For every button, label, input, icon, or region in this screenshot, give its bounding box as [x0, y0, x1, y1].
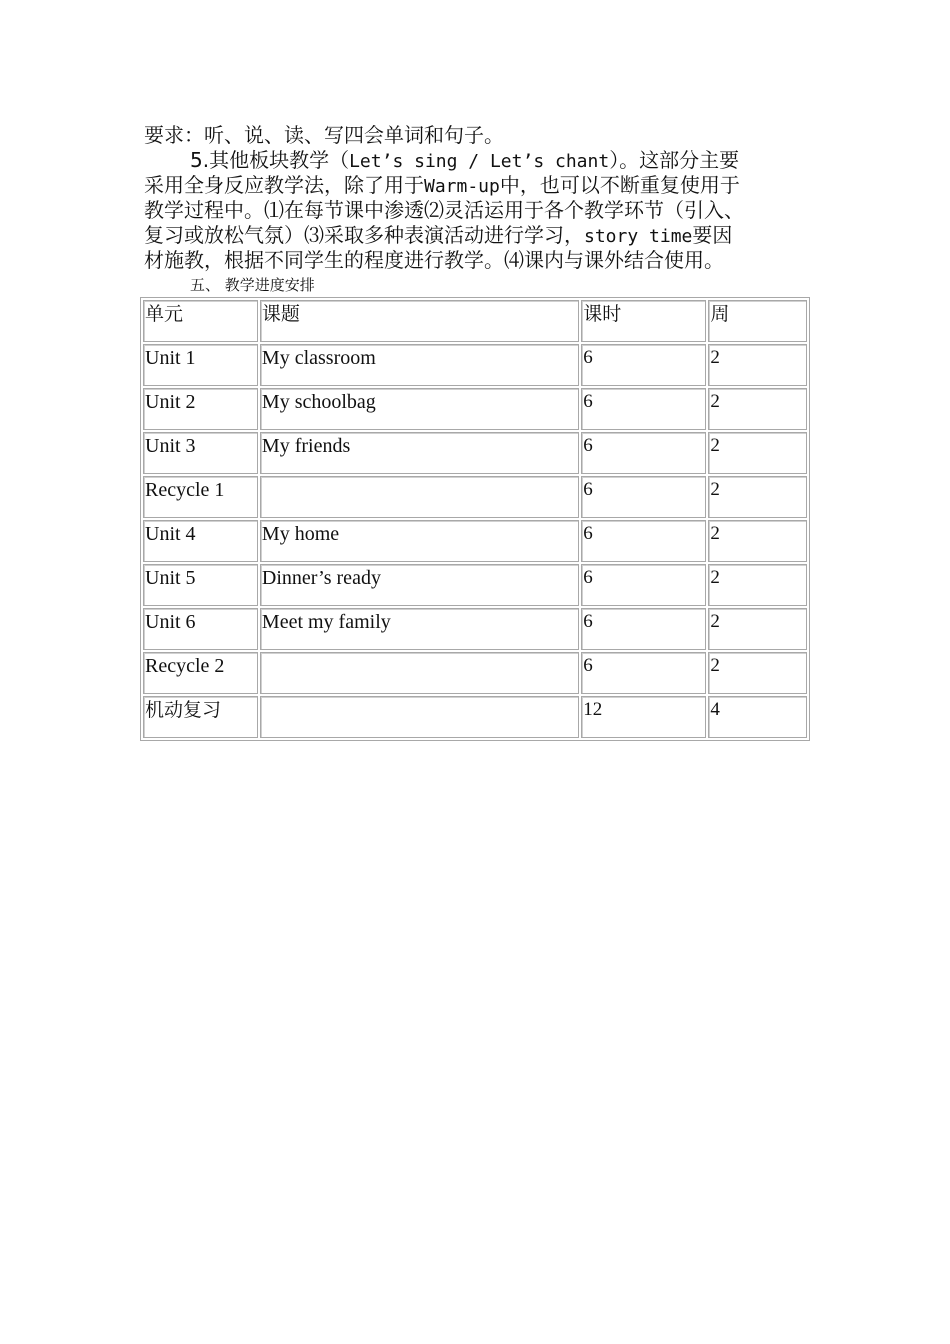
- cell-topic: [260, 476, 579, 518]
- item5-line-5: [144, 248, 824, 273]
- table-row: [143, 476, 807, 518]
- cell-hours: 6: [581, 652, 706, 694]
- table-row: [143, 696, 807, 738]
- cell-hours: 12: [581, 696, 706, 738]
- table-row: [143, 608, 807, 650]
- cell-topic: My schoolbag: [260, 388, 579, 430]
- cell-weeks: 2: [708, 388, 807, 430]
- cell-hours: 6: [581, 564, 706, 606]
- cell-unit: Unit 1: [143, 344, 258, 386]
- table-row: [143, 652, 807, 694]
- section-heading: 五、 教学进度安排: [190, 276, 315, 294]
- cell-weeks: 4: [708, 696, 807, 738]
- cell-unit: Unit 6: [143, 608, 258, 650]
- item5-text-a: 5.其他板块教学（: [190, 148, 350, 172]
- item5-line2-c: 中，也可以不断重复使用于: [499, 173, 740, 197]
- cell-unit: Recycle 1: [143, 476, 258, 518]
- header-hours: 课时: [581, 300, 706, 342]
- cell-hours: 6: [581, 608, 706, 650]
- table-row: [143, 432, 807, 474]
- cell-topic: Meet my family: [260, 608, 579, 650]
- table-row: [143, 388, 807, 430]
- cell-topic: Dinner’s ready: [260, 564, 579, 606]
- item5-line4-a: 复习或放松气氛）⑶采取多种表演活动进行学习，: [144, 223, 584, 247]
- item5-text-b: Let’s sing / Let’s chant: [349, 151, 610, 172]
- cell-hours: 6: [581, 388, 706, 430]
- cell-hours: 6: [581, 432, 706, 474]
- cell-weeks: 2: [708, 652, 807, 694]
- item5-line-4: [144, 223, 824, 249]
- item5-line3-text: 教学过程中。⑴在每节课中渗透⑵灵活运用于各个教学环节（引入、: [144, 198, 744, 222]
- cell-hours: 6: [581, 476, 706, 518]
- cell-unit: Unit 5: [143, 564, 258, 606]
- requirement-text: 要求：听、说、读、写四会单词和句子。: [144, 123, 504, 147]
- item5-line4-b: story time: [584, 226, 693, 247]
- cell-unit: 机动复习: [143, 696, 258, 738]
- cell-topic: My classroom: [260, 344, 579, 386]
- cell-weeks: 2: [708, 344, 807, 386]
- item5-line5-text: 材施教，根据不同学生的程度进行教学。⑷课内与课外结合使用。: [144, 248, 724, 272]
- cell-weeks: 2: [708, 564, 807, 606]
- requirement-line: [144, 123, 824, 148]
- item5-line2-a: 采用全身反应教学法，除了用于: [144, 173, 424, 197]
- cell-unit: Unit 4: [143, 520, 258, 562]
- cell-topic: My friends: [260, 432, 579, 474]
- table-row: [143, 564, 807, 606]
- cell-topic: [260, 696, 579, 738]
- table-row: [143, 520, 807, 562]
- table-header-row: [143, 300, 807, 342]
- cell-unit: Unit 3: [143, 432, 258, 474]
- item5-line-2: [144, 173, 824, 199]
- header-topic: 课题: [260, 300, 579, 342]
- cell-weeks: 2: [708, 476, 807, 518]
- item5-line-1: [144, 148, 824, 174]
- cell-hours: 6: [581, 344, 706, 386]
- cell-weeks: 2: [708, 608, 807, 650]
- item5-line2-b: Warm-up: [424, 176, 500, 197]
- item5-line-3: [144, 198, 824, 223]
- cell-weeks: 2: [708, 432, 807, 474]
- cell-topic: [260, 652, 579, 694]
- cell-unit: Recycle 2: [143, 652, 258, 694]
- table-row: [143, 344, 807, 386]
- schedule-table: [140, 297, 810, 741]
- cell-topic: My home: [260, 520, 579, 562]
- cell-hours: 6: [581, 520, 706, 562]
- cell-weeks: 2: [708, 520, 807, 562]
- header-unit: 单元: [143, 300, 258, 342]
- item5-text-c: ）。这部分主要: [609, 148, 740, 172]
- cell-unit: Unit 2: [143, 388, 258, 430]
- item5-line4-c: 要因: [692, 223, 733, 247]
- header-weeks: 周: [708, 300, 807, 342]
